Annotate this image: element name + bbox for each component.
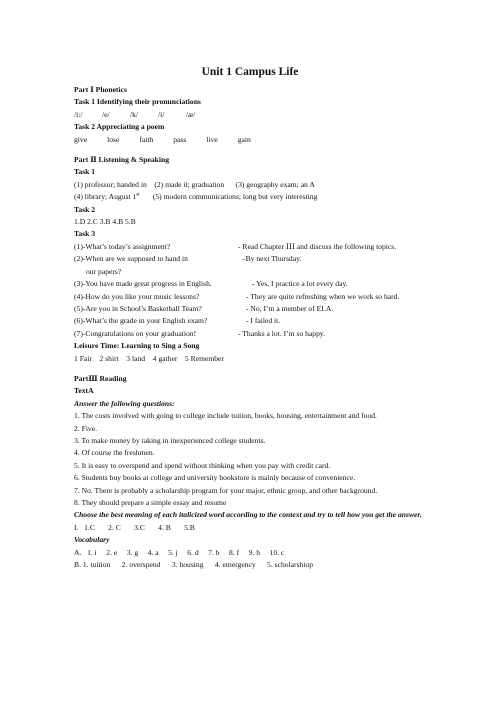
task2-answers: 1.D 2.C 3.B 4.B 5.B	[74, 217, 136, 227]
dialogue-answer: - No, I’m a member of ELA.	[246, 303, 334, 313]
dialogue-question: (5)-Are you in School’s Basketball Team?	[74, 303, 202, 313]
dialogue-line	[74, 253, 426, 265]
dialogue-question: (2)-When are we supposed to hand in	[74, 254, 188, 264]
dialogue-line	[74, 266, 426, 278]
dialogue-question: our papers?	[86, 266, 122, 276]
part2-heading: Part Ⅱ Listening & Speaking	[74, 155, 170, 165]
dialogue-line	[74, 328, 426, 340]
answer-line: 6. Students buy books at college and university bookstore is mainly because of convenience.	[74, 473, 356, 483]
superscript: st	[136, 192, 140, 198]
leisure-heading: Leisure Time: Learning to Sing a Song	[74, 341, 200, 351]
answer-line: 4. Of course the freshmen.	[74, 448, 155, 458]
dialogue-line	[74, 291, 426, 303]
task1-answer-part: (4) library; August 1	[74, 192, 137, 202]
vocabulary-heading: Vocabulary	[74, 535, 110, 545]
dialogue-question: (4)-How do you like your music lessons?	[74, 291, 200, 301]
answer-line: 8. They should prepare a simple essay and resume	[74, 498, 227, 507]
part1-task2-heading: Task 2 Appreciating a poem	[74, 122, 165, 132]
part2-task1-heading: Task 1	[74, 167, 96, 177]
dialogue-question: (7)-Congratulations on your graduation!	[74, 328, 197, 338]
phonetic-item: /i:/	[74, 109, 83, 119]
dialogue-answer: –By next Thursday.	[238, 254, 302, 264]
part2-task3-heading: Task 3	[74, 229, 96, 239]
phonetic-item: /k/	[130, 109, 139, 119]
phonetic-item: /æ/	[186, 109, 196, 119]
dialogue-question: (1)-What’s today’s assignment?	[74, 241, 171, 251]
document-title: Unit 1 Campus Life	[201, 66, 299, 78]
poem-word: gain	[237, 134, 251, 144]
answer-line: 1. The costs involved with going to college include tuition, books, housing, entertainment and food.	[74, 411, 377, 421]
choose-answers: I. 1.C 2. C 3.C 4. B 5.B	[74, 522, 195, 532]
part3-heading: PartⅢ Reading	[74, 373, 127, 383]
task1-answer-line: (1) professor; handed in (2) made it; graduation (3) geography exam; an A	[74, 179, 315, 189]
dialogue-line	[74, 303, 426, 315]
vocabulary-b-answers: B. 1. tuition 2. overspend 3. housing 4. emergency 5. scholarshiop	[74, 560, 314, 570]
part1-task1-heading: Task 1 Identifying their pronunciations	[74, 97, 201, 107]
task1-answer-line	[74, 191, 426, 203]
dialogue-answer: - Read Chapter ⅠⅠⅠ and discuss the following topics.	[238, 241, 397, 251]
part1-heading: Part Ⅰ Phonetics	[74, 85, 127, 94]
dialogue-answer: - Yes, I practice a lot every day.	[252, 279, 348, 289]
dialogue-line	[74, 241, 426, 253]
answer-line: 2. Five.	[74, 423, 97, 433]
phonetic-item: /e/	[102, 109, 110, 119]
poem-word: pass	[173, 134, 187, 144]
vocabulary-a-answers: A. 1. i 2. e 3. g 4. a 5. j 6. d 7. b 8. f 9. h 10. c	[74, 547, 285, 557]
dialogue-question: (3)-You have made great progress in English.	[74, 279, 212, 289]
poem-word: live	[206, 134, 218, 144]
leisure-answers: 1 Fair 2 shirt 3 land 4 gather 5 Remember	[74, 353, 224, 363]
phonetic-symbols	[74, 109, 426, 121]
poem-word: faith	[139, 134, 154, 144]
answer-line: 7. No. There is probably a scholarship program for your major, ethnic group, and other background.	[74, 485, 378, 495]
dialogue-answer: - They are quite refreshing when we work so hard.	[246, 291, 400, 301]
poem-word: give	[74, 134, 88, 144]
dialogue-answer: - Thanks a lot. I’m so happy.	[238, 328, 326, 338]
answer-line: 5. It is easy to overspend and spend without thinking when you pay with credit card.	[74, 460, 331, 470]
questions-heading: Answer the following questions:	[74, 398, 175, 408]
choose-heading: Choose the best meaning of each italicized word according to the context and try to tell how you get the answer.	[74, 510, 422, 520]
poem-word: lose	[107, 134, 120, 144]
poem-words	[74, 134, 426, 146]
document-page	[74, 64, 426, 571]
part2-task2-heading: Task 2	[74, 204, 96, 214]
dialogue-line	[74, 315, 426, 327]
dialogue-question: (6)-What’s the grade in your English exam?	[74, 316, 208, 326]
answer-line: 3. To make money by taking in inexperienced college students.	[74, 435, 266, 445]
task1-answer-part: (5) modern communications; long but very interesting	[139, 192, 318, 202]
dialogue-line	[74, 278, 426, 290]
phonetic-item: /i/	[158, 109, 165, 119]
text-a-heading: TextA	[74, 386, 94, 396]
dialogue-answer: - I failed it.	[246, 316, 281, 326]
